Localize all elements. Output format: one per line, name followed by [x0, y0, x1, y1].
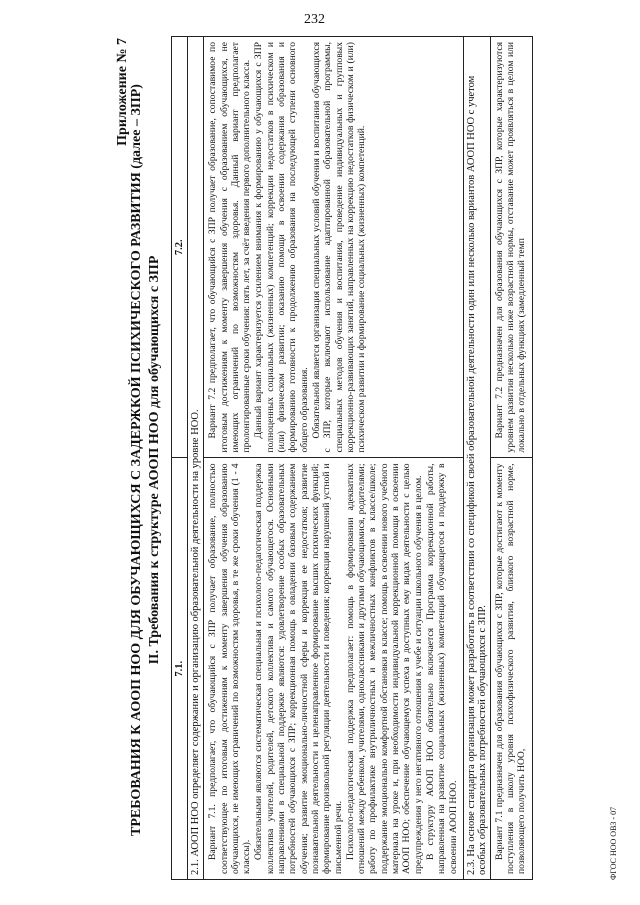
- page-number: 232: [304, 12, 325, 27]
- section-2-3-text: 2.3. На основе стандарта организация может разработать в соответствии со спецификой своей образовательной деятельности один или несколько вариантов АООП НОО с учетом особых образовательных потребностей обучающихся с ЗПР.: [465, 75, 488, 875]
- paragraph: Вариант 7.1 предназначен для образования обучающихся с ЗПР, которые достигают к моменту поступления в школу уровня психофизического развития, близкого возрастной норме, позволяющего получить НОО,: [493, 463, 528, 874]
- paragraph: В структуру АООП НОО обязательно включается Программа коррекционной работы, направленная на развитие социальных (жизненных) компетенций обучающегося и поддержку в освоении АООП НОО.: [424, 463, 459, 874]
- rotated-page-content: [115, 30, 625, 890]
- variants-content-row: [204, 37, 464, 879]
- paragraph: Обязательными являются систематическая специальная и психолого-педагогическая поддержка коллектива учителей, родителей, детского коллектива и самого обучающегося. Основными направлениями в специальной поддержке являются: удовлетворение особых образовательных потребностей обучающихся с ЗПР; коррекционная помощь в овладении базовым содержанием обучения; развитие эмоционально-личностной сферы и коррекция ее недостатков; развитие познавательной деятельности и целенаправленное формирование высших психических функций; формирование произвольной регуляции деятельности и поведения; коррекция нарушений устной и письменной речи.: [253, 463, 344, 874]
- variant-header-7-2: 7.2.: [172, 37, 187, 459]
- paragraph: Вариант 7.2 предназначен для образования обучающихся с ЗПР, которые характеризуются уровнем развития несколько ниже возрастной нормы, отставание может проявляться в целом или локально в отдельных функциях (замедленный темп: [493, 42, 528, 453]
- paragraph: Обязательной является организация специальных условий обучения и воспитания обучающихся с ЗПР, которые включают использование адаптированной образовательной программы, специальных методов обучения и воспитания, проведение индивидуальных и групповых коррекционно-развивающих занятий, направленных на коррекцию недостатков физическом и (или) психическом развитии и формирование социальных (жизненных) компетенций.: [310, 42, 368, 453]
- paragraph: Вариант 7.2 предполагает, что обучающийся с ЗПР получает образование, сопоставимое по итоговым достижениям к моменту завершения обучения с образованием обучающихся, не имеющих ограничений по возможностям здоровья. Данный вариант предполагает пролонгированные сроки обучения: пять лет, за счёт введения первого дополнительного класса.: [207, 42, 253, 453]
- paragraph: Психолого-педагогическая поддержка предполагает: помощь в формировании адекватных отношений между ребенком, учителями, одноклассниками и другими обучающимися, родителями; работу по профилактике внутриличностных и межличностных конфликтов в классе/школе; поддержание эмоционально комфортной обстановки в классе; помощь в освоении нового учебного материала на уроке и, при необходимости индивидуальной коррекционной помощи в освоении АООП НОО; обеспечение обучающемуся успеха в доступных ему видах деятельности с целью предупреждения у него негативного отношения к учебе и ситуации школьного обучения в целом.: [344, 463, 424, 874]
- section-2-1-row: [188, 37, 204, 879]
- appendix-label: Приложение № 7: [115, 38, 130, 146]
- variant-7-1-purpose: [491, 459, 532, 880]
- document-title: ТРЕБОВАНИЯ К АООП НОО ДЛЯ ОБУЧАЮЩИХСЯ С ЗАДЕРЖКОЙ ПСИХИЧЕСКОГО РАЗВИТИЯ (далее – ЗПР): [129, 84, 144, 836]
- section-2-1-text: 2.1. АООП НОО определяет содержание и организацию образовательной деятельности на уровне НОО.: [190, 409, 202, 875]
- footer-code: ФГОС НОО ОВЗ - 07: [609, 806, 618, 880]
- variant-header-7-1: 7.1.: [174, 660, 185, 677]
- section-subtitle: II. Требования к структуре АООП НОО для обучающихся с ЗПР: [147, 255, 162, 665]
- paragraph: Вариант 7.1. предполагает, что обучающийся с ЗПР получает образование, полностью соответствующее по итоговым достижениям к моменту завершения обучения образованию обучающихся, не имеющих ограничений по возможностям здоровья, в те же сроки обучения (1 - 4 классы).: [207, 463, 253, 874]
- table-header-row: [172, 37, 188, 879]
- paragraph: Данный вариант характеризуется усилением внимания к формированию у обучающихся с ЗПР полноценных социальных (жизненных) компетенций; коррекции недостатков в психическом и (или) физическом развитии; оказанию помощи в освоении содержания образования и формированию готовности к продолжению образования на последующей ступени основного общего образования.: [253, 42, 310, 453]
- variant-7-2-purpose: [491, 37, 532, 459]
- section-2-3-row: [464, 37, 491, 879]
- variant-7-1-content: [204, 459, 463, 880]
- variant-7-2-content: [204, 37, 463, 459]
- requirements-table: [171, 36, 533, 880]
- variant-purpose-row: [491, 37, 532, 879]
